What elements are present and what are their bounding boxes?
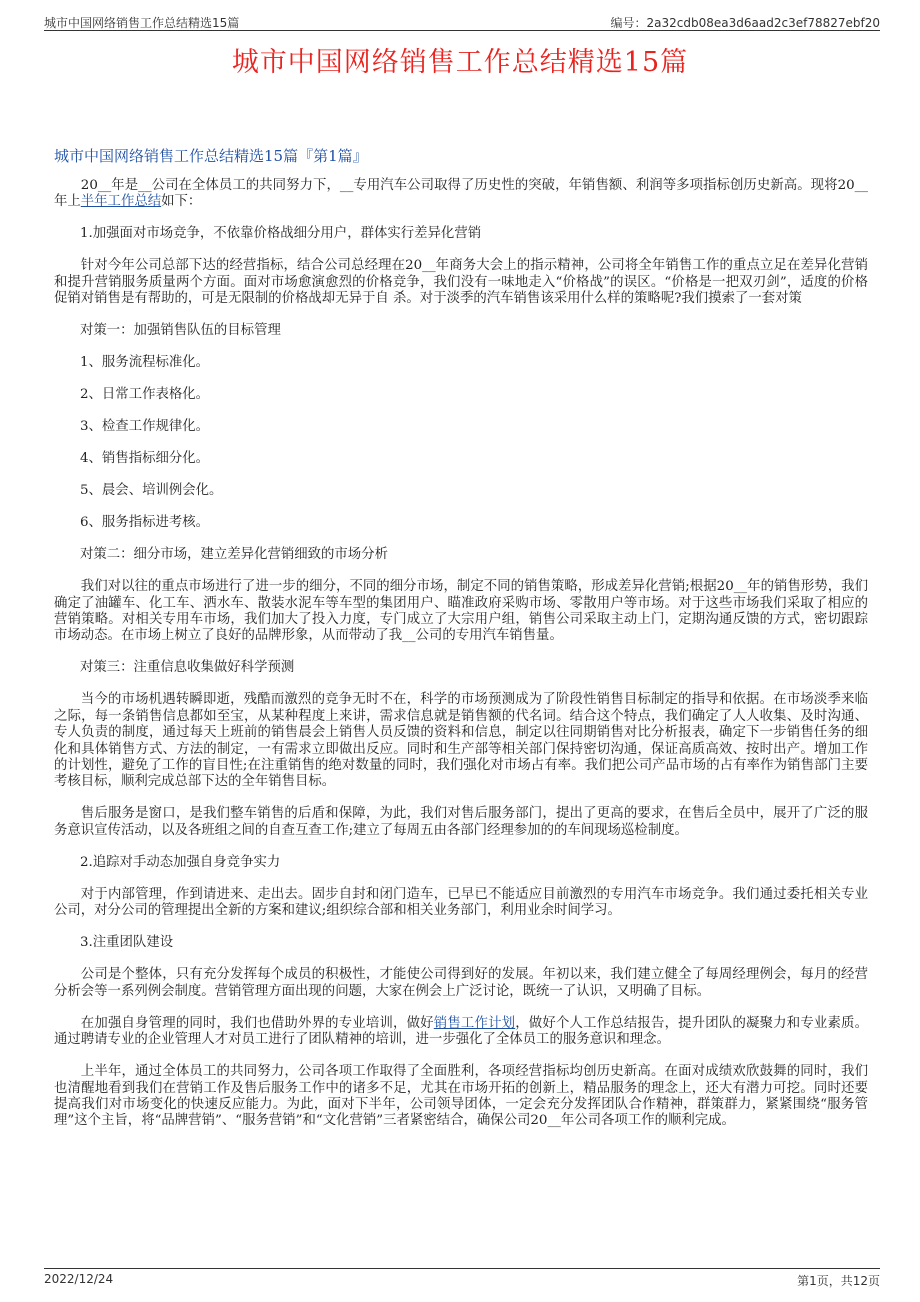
heading-2: 2.追踪对手动态加强自身竞争实力 [80, 854, 281, 870]
heading-1: 1.加强面对市场竞争，不依靠价格战细分用户，群体实行差异化营销 [80, 226, 482, 242]
document-body [54, 178, 869, 1145]
page-footer [44, 1270, 880, 1292]
sales-plan-link[interactable]: 销售工作计划 [433, 1015, 516, 1031]
paragraph-8: 上半年，通过全体员工的共同努力，公司各项工作取得了全面胜利，各项经营指标均创历史新高。在面对成绩欢欣鼓舞的同时，我们也清醒地看到我们在营销工作及售后服务工作中的诸多不足，尤其在市场开拓的创新上，精品服务的理念上，还大有潜力可挖。同时还要提高我们对市场变化的快速反应能力。为此，面对下半年，公司领导团体，一定会充分发挥团队合作精神，群策群力，紧紧围绕“服务管理”这个主旨，将“品牌营销”、“服务营销”和“文化营销”三者紧密结合，确保公司20__年公司各项工作的顺利完成。 [54, 1064, 868, 1129]
header-doc-number: 编号：2a32cdb08ea3d6aad2c3ef78827ebf20 [610, 16, 880, 30]
paragraph-1: 针对今年公司总部下达的经营指标，结合公司总经理在20__年商务大会上的指示精神，公司将全年销售工作的重点立足在差异化营销和提升营销服务质量两个方面。面对市场愈演愈烈的价格竞争，我们没有一味地走入“价格战”的误区。“价格是一把双刃剑”，适度的价格促销对销售是有帮助的，可是无限制的价格战却无异于自 杀。对于淡季的汽车销售该采用什么样的策略呢?我们摸索了一套对策 [54, 258, 868, 307]
page-header [44, 10, 880, 30]
intro-text-after: 如下： [161, 194, 202, 210]
paragraph-3: 当今的市场机遇转瞬即逝，残酷而激烈的竞争无时不在，科学的市场预测成为了阶段性销售目标制定的指导和依据。在市场淡季来临之际，每一条销售信息都如至宝，从某种程度上来讲，需求信息就是销售额的代名词。结合这个特点，我们确定了人人收集、及时沟通、专人负责的制度，通过每天上班前的销售晨会上销售人员反馈的资料和信息，制定以往同期销售对比分析报表，确定下一步销售任务的细化和具体销售方式、方法的制定，一有需求立即做出反应。同时和生产部等相关部门保持密切沟通，保证高质高效、按时出产。增加工作的计划性，避免了工作的盲目性;在注重销售的绝对数量的同时，我们强化对市场占有率。我们把公司产品市场的占有率作为销售部门主要考核目标，顺利完成总部下达的全年销售目标。 [54, 692, 868, 790]
strategy-2: 对策二：细分市场，建立差异化营销细致的市场分析 [80, 547, 388, 563]
list-item: 1、服务流程标准化。 [80, 355, 210, 371]
paragraph-4: 售后服务是窗口，是我们整车销售的后盾和保障，为此，我们对售后服务部门，提出了更高的要求，在售后全员中，展开了广泛的服务意识宣传活动，以及各班组之间的自查互查工作;建立了每周五由各部门经理参加的的车间现场巡检制度。 [54, 806, 868, 838]
page-title: 城市中国网络销售工作总结精选15篇 [231, 47, 689, 78]
list-item: 2、日常工作表格化。 [80, 387, 210, 403]
list-item: 5、晨会、培训例会化。 [80, 483, 223, 499]
paragraph-6: 公司是个整体，只有充分发挥每个成员的积极性，才能使公司得到好的发展。年初以来，我们建立健全了每周经理例会，每月的经营分析会等一系列例会制度。营销管理方面出现的问题，大家在例会上广泛讨论，既统一了认识，又明确了目标。 [54, 967, 868, 999]
intro-paragraph [54, 178, 868, 211]
footer-date: 2022/12/24 [44, 1272, 114, 1286]
header-doc-title: 城市中国网络销售工作总结精选15篇 [44, 16, 240, 30]
heading-3: 3.注重团队建设 [80, 935, 174, 951]
header-divider [44, 30, 880, 31]
footer-divider [44, 1268, 880, 1269]
paragraph-7 [54, 1016, 868, 1049]
paragraph-7-before: 在加强自身管理的同时，我们也借助外界的专业培训，做好 [80, 1015, 434, 1031]
intro-text-before: 20__年是__公司在全体员工的共同努力下，__专用汽车公司取得了历史性的突破，年销售额、利润等多项指标创历史新高。现将20__年上 [54, 178, 868, 210]
half-year-summary-link[interactable]: 半年工作总结 [80, 194, 162, 210]
list-item: 3、检查工作规律化。 [80, 419, 210, 435]
paragraph-7-after: ，做好个人工作总结报告，提升团队的凝聚力和专业素质。通过聘请专业的企业管理人才对员工进行了团队精神的培训，进一步强化了全体员工的服务意识和理念。 [54, 1015, 869, 1048]
paragraph-5: 对于内部管理，作到请进来、走出去。固步自封和闭门造车，已早已不能适应目前激烈的专用汽车市场竞争。我们通过委托相关专业公司，对分公司的管理提出全新的方案和建议;组织综合部和相关业务部门，利用业余时间学习。 [54, 886, 868, 919]
section-title: 城市中国网络销售工作总结精选15篇『第1篇』 [54, 147, 368, 165]
strategy-3: 对策三：注重信息收集做好科学预测 [80, 660, 295, 676]
list-item: 4、销售指标细分化。 [80, 451, 210, 467]
list-item: 6、服务指标进考核。 [80, 515, 210, 531]
strategy-1: 对策一：加强销售队伍的目标管理 [80, 323, 281, 339]
paragraph-2: 我们对以往的重点市场进行了进一步的细分，不同的细分市场，制定不同的销售策略，形成差异化营销;根据20__年的销售形势，我们确定了油罐车、化工车、洒水车、散装水泥车等车型的集团用户、瞄准政府采购市场、零散用户等市场。对于这些市场我们采取了相应的营销策略。对相关专用车市场，我们加大了投入力度，专门成立了大宗用户组，销售公司采取主动上门，定期沟通反馈的方式，密切跟踪市场动态。在市场上树立了良好的品牌形象，从而带动了我__公司的专用汽车销售量。 [54, 579, 868, 644]
footer-page-number: 第1页，共12页 [797, 1274, 880, 1288]
